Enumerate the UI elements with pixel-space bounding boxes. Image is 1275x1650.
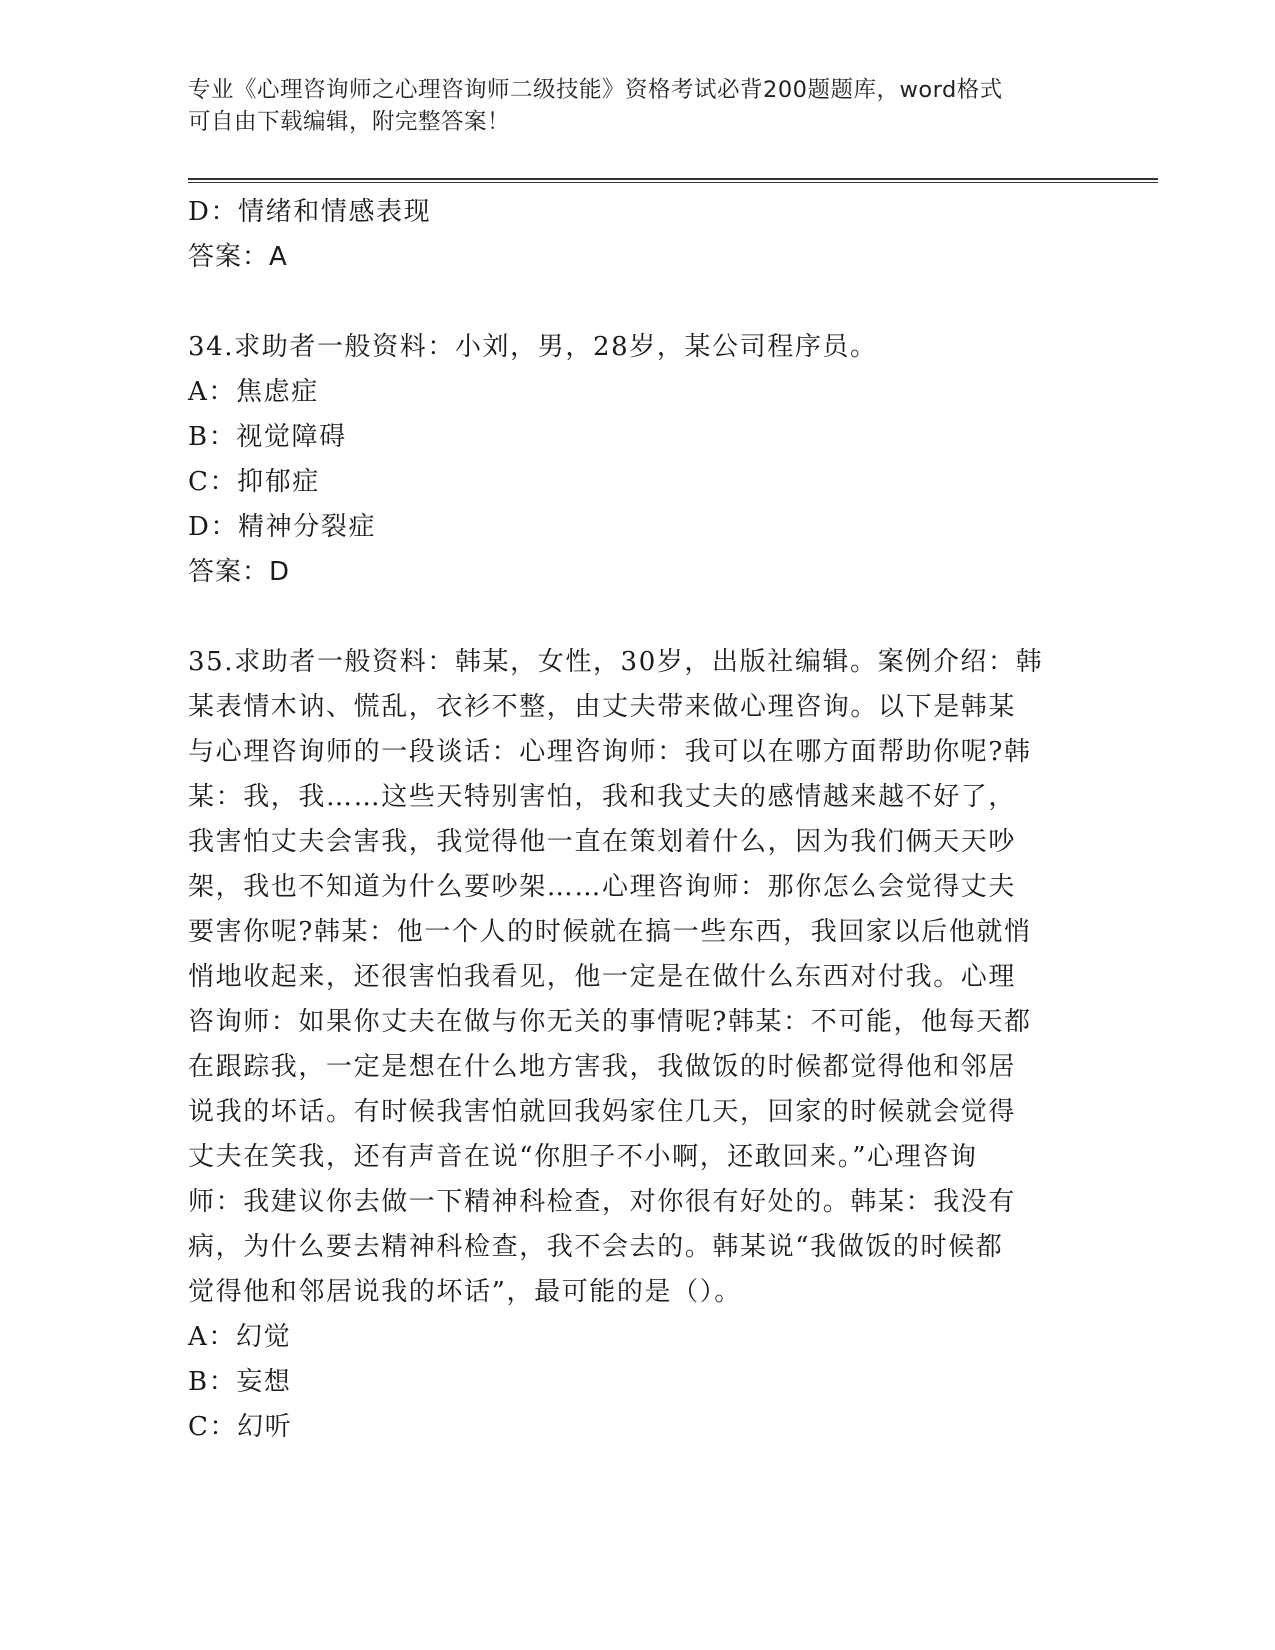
q34-option-d: D：精神分裂症 bbox=[188, 512, 377, 542]
q35-stem-line: 架，我也不知道为什么要吵架……心理咨询师：那你怎么会觉得丈夫 bbox=[188, 872, 1017, 902]
q35-stem-line: 我害怕丈夫会害我，我觉得他一直在策划着什么，因为我们俩天天吵 bbox=[188, 827, 1017, 857]
q35-stem-line: 说我的坏话。有时候我害怕就回我妈家住几天，回家的时候就会觉得 bbox=[188, 1097, 1017, 1127]
q34-stem: 34.求助者一般资料：小刘，男，28岁，某公司程序员。 bbox=[188, 332, 878, 362]
header-line-1: 专业《心理咨询师之心理咨询师二级技能》资格考试必背200题题库，word格式 bbox=[188, 77, 1003, 103]
q35-option-b: B：妄想 bbox=[188, 1367, 292, 1397]
page-content bbox=[188, 190, 1088, 1450]
q35-stem-line: 要害你呢?韩某：他一个人的时候就在搞一些东西，我回家以后他就悄 bbox=[188, 917, 1032, 947]
q35-stem-line: 35.求助者一般资料：韩某，女性，30岁，出版社编辑。案例介绍：韩 bbox=[188, 647, 1044, 677]
prev-option-d: D：情绪和情感表现 bbox=[188, 197, 432, 227]
q35-stem-line: 咨询师：如果你丈夫在做与你无关的事情呢?韩某：不可能，他每天都 bbox=[188, 1007, 1032, 1037]
q35-option-a: A：幻觉 bbox=[188, 1322, 292, 1352]
q35-stem-line: 师：我建议你去做一下精神科检查，对你很有好处的。韩某：我没有 bbox=[188, 1187, 1017, 1217]
q35-stem-line: 觉得他和邻居说我的坏话”，最可能的是（）。 bbox=[188, 1277, 742, 1307]
q35-stem-line: 悄地收起来，还很害怕我看见，他一定是在做什么东西对付我。心理 bbox=[188, 962, 1017, 992]
q35-option-c: C：幻听 bbox=[188, 1412, 293, 1442]
q34-option-a: A：焦虑症 bbox=[188, 377, 319, 407]
header-line-2: 可自由下载编辑，附完整答案！ bbox=[188, 109, 511, 135]
spacer bbox=[188, 595, 1088, 640]
q35-stem-line: 某：我，我……这些天特别害怕，我和我丈夫的感情越来越不好了， bbox=[188, 782, 1017, 812]
q35-stem-line: 病，为什么要去精神科检查，我不会去的。韩某说“我做饭的时候都 bbox=[188, 1232, 1004, 1262]
header-divider bbox=[188, 178, 1158, 183]
document-header bbox=[188, 74, 1088, 138]
q34-option-c: C：抑郁症 bbox=[188, 467, 320, 497]
prev-answer: 答案：A bbox=[188, 242, 288, 272]
q34-option-b: B：视觉障碍 bbox=[188, 422, 347, 452]
q35-stem bbox=[188, 640, 1088, 1315]
q34-answer: 答案：D bbox=[188, 557, 291, 587]
spacer bbox=[188, 280, 1088, 325]
q35-stem-line: 与心理咨询师的一段谈话：心理咨询师：我可以在哪方面帮助你呢?韩 bbox=[188, 737, 1032, 767]
q35-stem-line: 在跟踪我，一定是想在什么地方害我，我做饭的时候都觉得他和邻居 bbox=[188, 1052, 1017, 1082]
q35-stem-line: 某表情木讷、慌乱，衣衫不整，由丈夫带来做心理咨询。以下是韩某 bbox=[188, 692, 1017, 722]
q35-stem-line: 丈夫在笑我，还有声音在说“你胆子不小啊，还敢回来。”心理咨询 bbox=[188, 1142, 978, 1172]
